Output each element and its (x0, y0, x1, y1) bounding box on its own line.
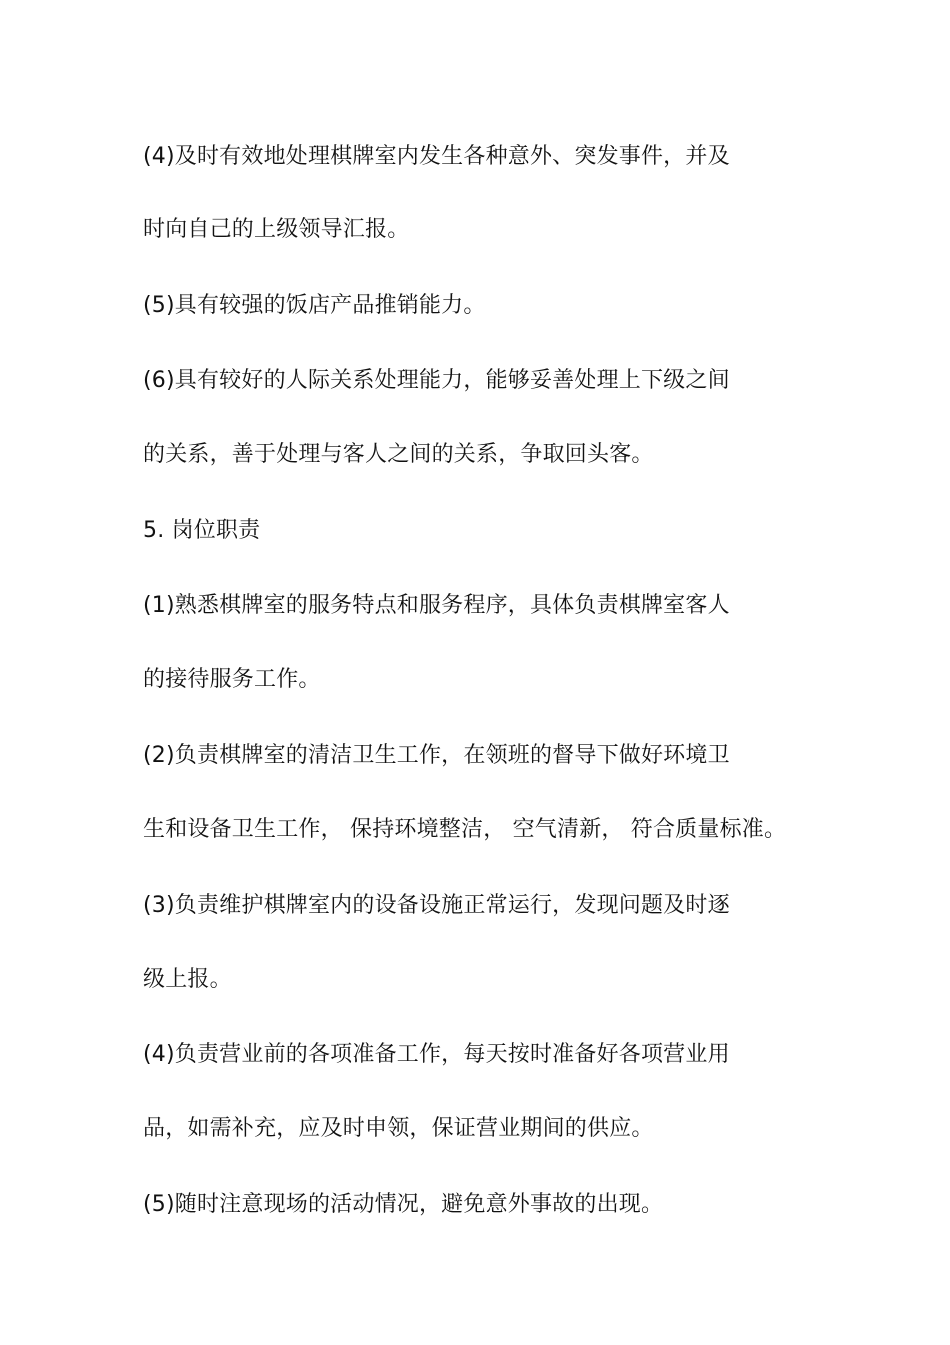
paragraph-line: (4)及时有效地处理棋牌室内发生各种意外、突发事件，并及 (143, 144, 730, 169)
paragraph-line: 生和设备卫生工作， 保持环境整洁， 空气清新， 符合质量标准。 (143, 817, 787, 842)
paragraph-line: (5)随时注意现场的活动情况，避免意外事故的出现。 (143, 1192, 664, 1217)
paragraph-line: 的关系，善于处理与客人之间的关系，争取回头客。 (143, 442, 654, 467)
paragraph-line: 品，如需补充，应及时申领，保证营业期间的供应。 (143, 1116, 654, 1141)
paragraph-line: (3)负责维护棋牌室内的设备设施正常运行，发现问题及时逐 (143, 893, 730, 918)
paragraph-line: (4)负责营业前的各项准备工作，每天按时准备好各项营业用 (143, 1042, 730, 1067)
paragraph-line: (1)熟悉棋牌室的服务特点和服务程序，具体负责棋牌室客人 (143, 593, 730, 618)
paragraph-line: (6)具有较好的人际关系处理能力，能够妥善处理上下级之间 (143, 368, 730, 393)
paragraph-line: (5)具有较强的饭店产品推销能力。 (143, 293, 486, 318)
paragraph-line: 的接待服务工作。 (143, 667, 321, 692)
paragraph-line: 级上报。 (143, 967, 232, 992)
paragraph-line: (2)负责棋牌室的清洁卫生工作，在领班的督导下做好环境卫 (143, 743, 730, 768)
paragraph-line: 时向自己的上级领导汇报。 (143, 217, 410, 242)
section-heading: 5. 岗位职责 (143, 518, 261, 543)
